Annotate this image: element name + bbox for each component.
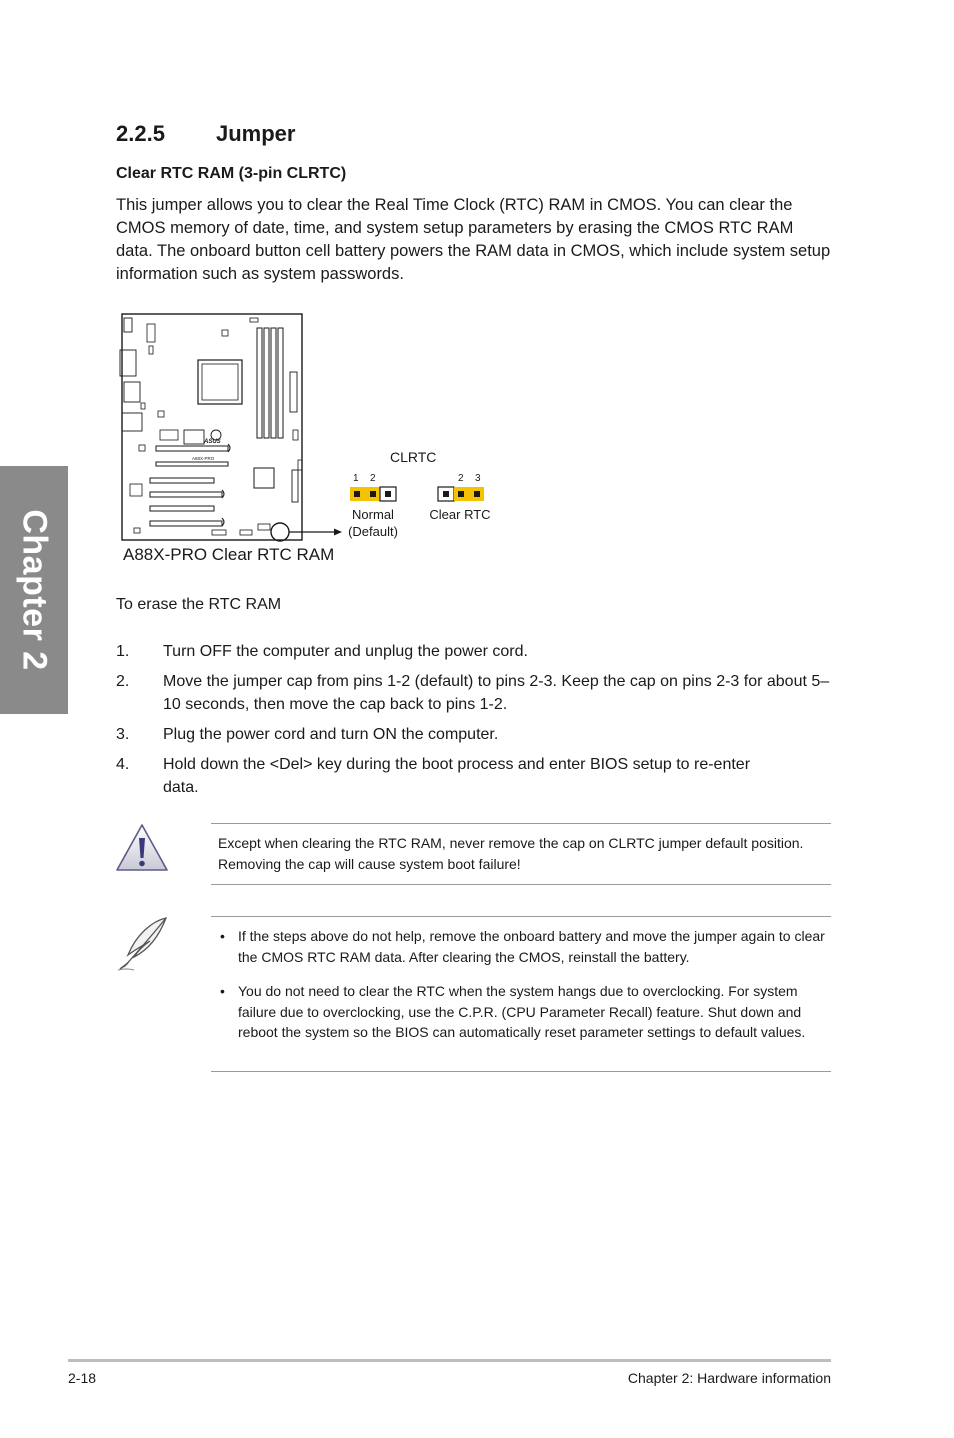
erase-heading: To erase the RTC RAM	[116, 596, 282, 613]
clrtc-location-marker	[271, 523, 289, 541]
warning-box	[211, 823, 831, 885]
board-model: A88X-PRO	[192, 456, 215, 461]
step-number: 3.	[116, 726, 130, 743]
step-item	[116, 753, 832, 799]
steps-list	[116, 640, 832, 806]
normal-label: Normal	[352, 507, 394, 522]
expansion-slots	[150, 444, 230, 526]
step-item	[116, 670, 832, 716]
intro-paragraph: This jumper allows you to clear the Real Time Clock (RTC) RAM in CMOS. You can clear the CMOS memory of date, time, and system setup parameters by erasing the CMOS RTC RAM data. The onboard button cell battery powers the RAM data in CMOS, which include system setup information such as system passwords.	[116, 196, 831, 283]
note-text: If the steps above do not help, remove the onboard battery and move the jumper again to clear the CMOS RTC RAM data. After clearing the CMOS, reinstall the battery.	[238, 928, 825, 965]
step-item	[116, 640, 832, 663]
step-number: 2.	[116, 673, 130, 690]
step-number: 4.	[116, 756, 130, 773]
chipset	[254, 468, 274, 488]
motherboard-diagram	[112, 310, 532, 570]
clear-label: Clear RTC	[429, 507, 491, 522]
figure-caption: A88X-PRO Clear RTC RAM	[123, 545, 335, 564]
dimm-slots	[257, 328, 283, 438]
step-item	[116, 723, 832, 746]
step-text: Plug the power cord and turn ON the computer.	[163, 726, 499, 743]
normal-sublabel: (Default)	[348, 524, 398, 539]
note-list	[211, 926, 831, 1043]
clrtc-label: CLRTC	[390, 449, 437, 465]
note-text: You do not need to clear the RTC when the system hangs due to overclocking. For system failure due to overclocking, use the C.P.R. (CPU Parameter Recall) feature. Shut down and reboot the system so the BIOS can automatically reset parameter settings to default values.	[238, 983, 806, 1040]
normal-pin-1: 1	[353, 473, 359, 484]
note-box	[211, 916, 831, 1072]
clear-pin-3: 3	[475, 473, 481, 484]
chapter-tab	[0, 466, 68, 714]
step-text: Move the jumper cap from pins 1-2 (default) to pins 2-3. Keep the cap on pins 2-3 for about 5–10 seconds, then move the cap back to pins 1-2.	[163, 673, 830, 713]
clear-pin-2: 2	[458, 473, 464, 484]
warning-triangle-icon	[114, 822, 170, 874]
bullet: •	[220, 928, 225, 944]
bullet: •	[220, 983, 225, 999]
page-number: 2-18	[68, 1370, 97, 1386]
section-title-text: Jumper	[216, 121, 296, 146]
jumper-figure	[112, 310, 532, 570]
arrow-icon	[334, 529, 342, 536]
note-item	[211, 926, 831, 967]
section-title	[116, 121, 295, 147]
subheading: Clear RTC RAM (3-pin CLRTC)	[116, 165, 347, 182]
chapter-tab-label: Chapter 2	[15, 509, 54, 671]
warning-text: Except when clearing the RTC RAM, never remove the cap on CLRTC jumper default position. Removing the cap will cause system boot failure!	[218, 835, 804, 872]
cpu-socket	[198, 360, 242, 404]
step-number: 1.	[116, 643, 130, 660]
quill-pen-icon	[114, 915, 172, 973]
step-text: Turn OFF the computer and unplug the power cord.	[163, 643, 528, 660]
footer-chapter: Chapter 2: Hardware information	[627, 1370, 831, 1386]
asus-logo: ASUS	[204, 439, 221, 445]
normal-pin-2: 2	[370, 473, 376, 484]
section-number: 2.2.5	[116, 121, 165, 146]
step-text: Hold down the <Del> key during the boot process and enter BIOS setup to re-enter data.	[163, 756, 751, 796]
footer-rule	[68, 1359, 831, 1362]
note-item	[211, 981, 831, 1043]
